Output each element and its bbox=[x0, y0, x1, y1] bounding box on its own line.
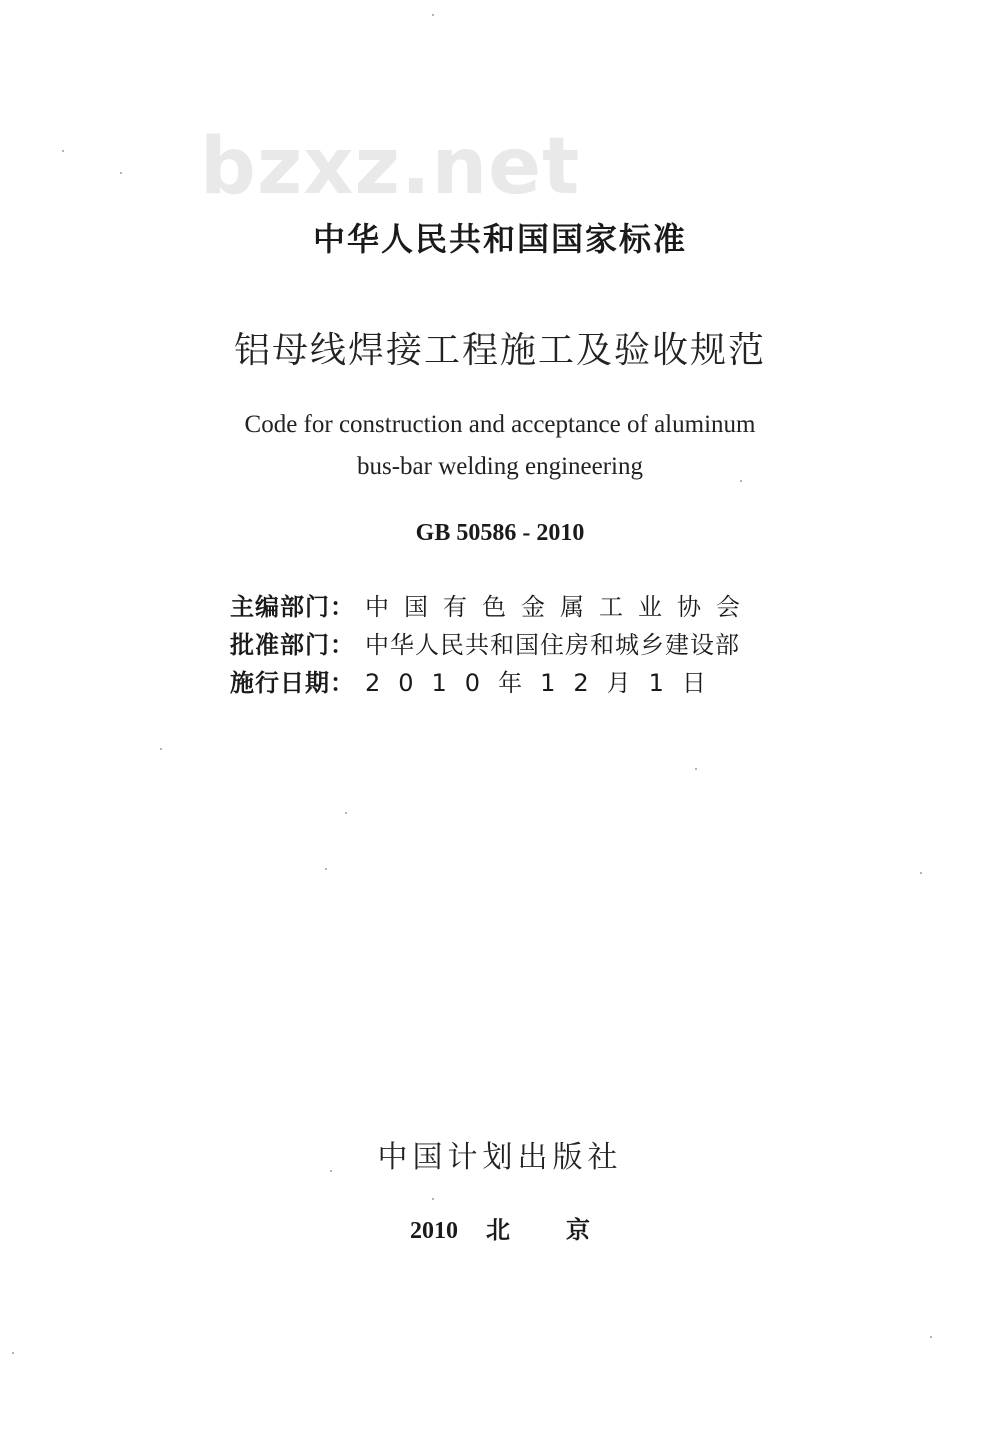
chief-editor-value: 中国有色金属工业协会 bbox=[365, 593, 755, 621]
title-english-line-1: Code for construction and acceptance of aluminum bbox=[244, 411, 756, 438]
standard-code: GB 50586 - 2010 bbox=[415, 520, 585, 546]
scan-speck bbox=[740, 480, 742, 482]
scan-speck bbox=[330, 1170, 332, 1172]
scan-speck bbox=[325, 868, 327, 870]
scan-speck bbox=[62, 150, 64, 152]
scan-speck bbox=[120, 172, 122, 174]
chief-editor-label: 主编部门： bbox=[230, 593, 355, 621]
chief-editor-row bbox=[230, 588, 755, 626]
document-title-english bbox=[0, 404, 1000, 488]
publication-year-place bbox=[0, 1210, 1000, 1245]
effective-date-row bbox=[230, 664, 755, 702]
scan-speck bbox=[160, 748, 162, 750]
standard-type-heading: 中华人民共和国国家标准 bbox=[312, 220, 687, 258]
approver-value: 中华人民共和国住房和城乡建设部 bbox=[365, 631, 740, 659]
scan-speck bbox=[432, 14, 434, 16]
effective-date-label: 施行日期： bbox=[230, 669, 355, 697]
metadata-block bbox=[230, 588, 755, 702]
approver-label: 批准部门： bbox=[230, 631, 355, 659]
scan-speck bbox=[930, 1336, 932, 1338]
title-english-line-2: bus-bar welding engineering bbox=[356, 453, 644, 480]
document-title-chinese: 铝母线焊接工程施工及验收规范 bbox=[233, 330, 766, 371]
publication-year: 2010 bbox=[410, 1218, 458, 1244]
scan-speck bbox=[345, 812, 347, 814]
publication-city-char-2: 京 bbox=[566, 1218, 590, 1244]
publication-city-char-1: 北 bbox=[486, 1218, 510, 1244]
scan-speck bbox=[12, 1352, 14, 1354]
approver-row bbox=[230, 626, 755, 664]
watermark: bzxz.net bbox=[200, 122, 581, 212]
publisher-name: 中国计划出版社 bbox=[377, 1140, 623, 1175]
scan-speck bbox=[920, 872, 922, 874]
effective-date-value: 2010年12月1日 bbox=[365, 669, 724, 697]
scan-speck bbox=[432, 1198, 434, 1200]
scan-speck bbox=[695, 768, 697, 770]
